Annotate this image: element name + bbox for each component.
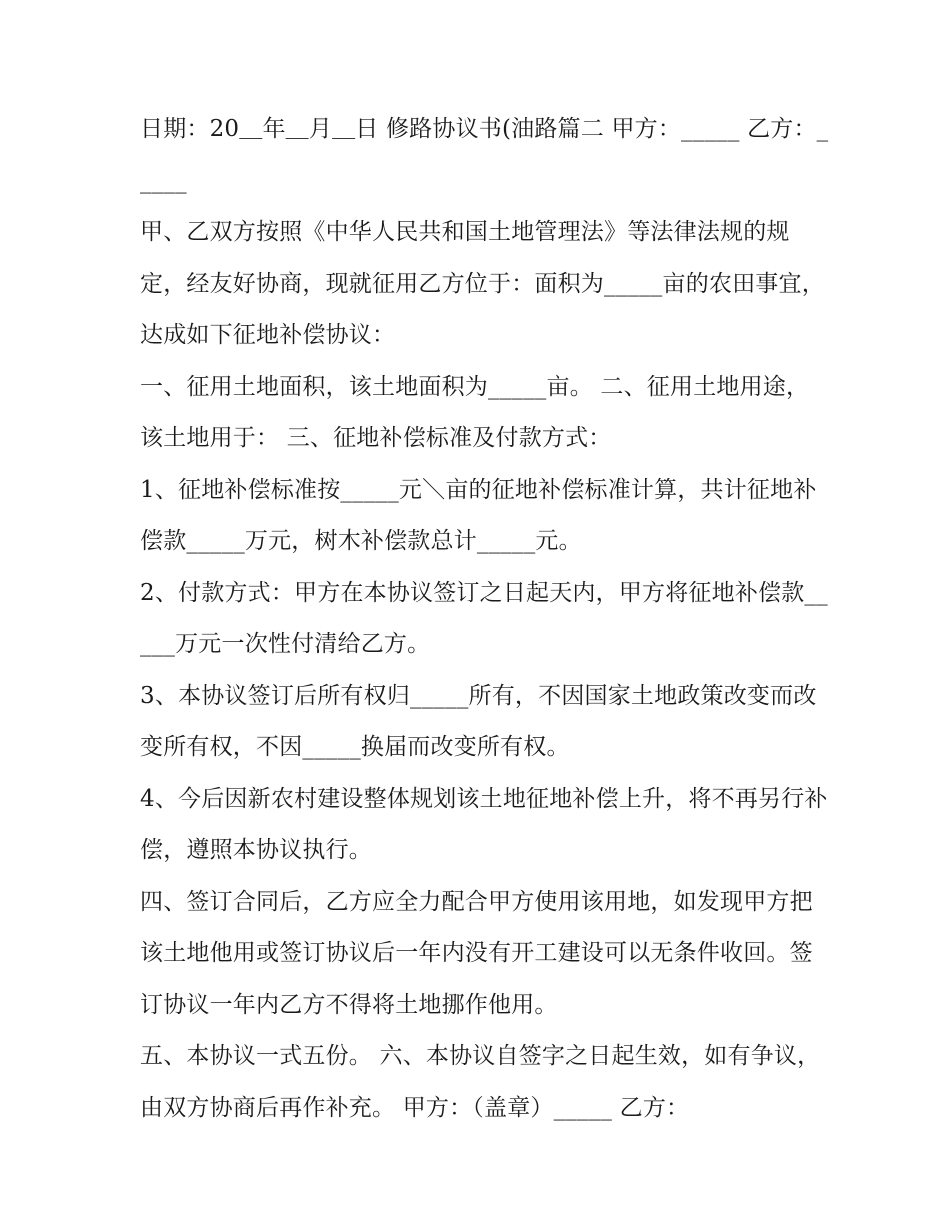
paragraph-clause-1-3: 一、征用土地面积，该土地面积为_____亩。 二、征用土地用途，该土地用于： 三、征地补偿标准及付款方式： [140,373,810,451]
paragraph-item-4: 4、今后因新农村建设整体规划该土地征地补偿上升，将不再另行补偿，遵照本协议执行。 [140,785,828,863]
paragraph-clause-5-6: 五、本协议一式五份。 六、本协议自签字之日起生效，如有争议，由双方协商后再作补充。 甲方：（盖章）_____ 乙方： [140,1043,821,1121]
paragraph-item-2: 2、付款方式：甲方在本协议签订之日起天内，甲方将征地补偿款_____万元一次性付清给乙方。 [140,579,828,657]
document-body [140,104,830,1134]
paragraph-intro: 甲、乙双方按照《中华人民共和国土地管理法》等法律法规的规定，经友好协商，现就征用乙方位于：面积为_____亩的农田事宜，达成如下征地补偿协议： [140,219,825,348]
paragraph-clause-4: 四、签订合同后，乙方应全力配合甲方使用该用地，如发现甲方把该土地他用或签订协议后一年内没有开工建设可以无条件收回。签订协议一年内乙方不得将土地挪作他用。 [140,888,813,1018]
paragraph-item-3: 3、本协议签订后所有权归_____所有，不因国家土地政策改变而改变所有权，不因_____换届而改变所有权。 [140,682,817,760]
paragraph-item-1: 1、征地补偿标准按_____元＼亩的征地补偿标准计算，共计征地补偿款_____万元，树木补偿款总计_____元。 [140,476,817,554]
paragraph-header: 日期：20＿年＿月＿日 修路协议书(油路篇二 甲方：_____ 乙方：_____ [140,116,829,194]
